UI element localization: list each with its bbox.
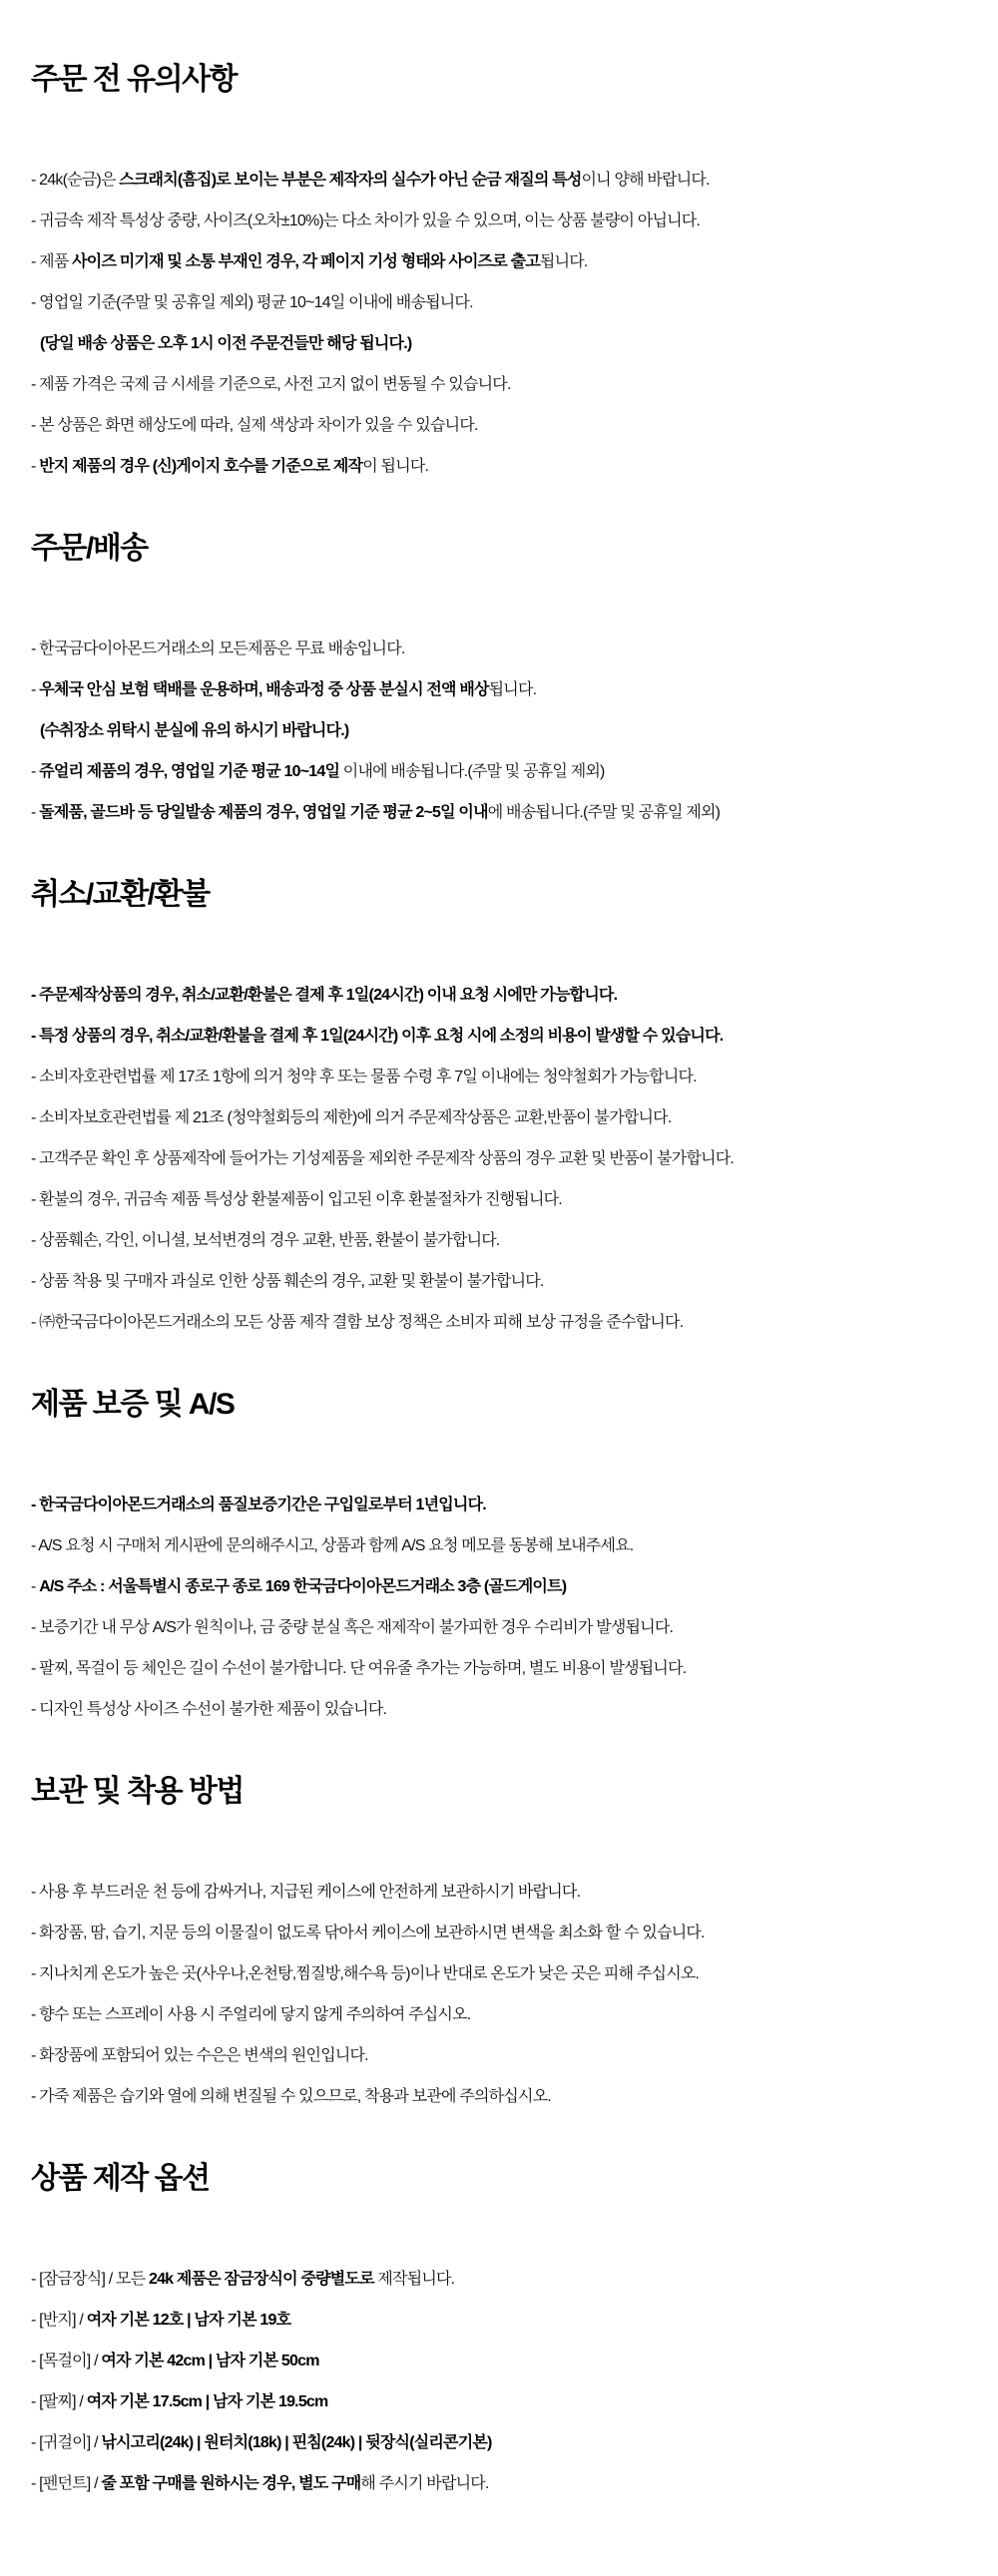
notice-text: - [목걸이] / [31,2353,102,2369]
section-title: 제품 보증 및 A/S [31,1388,235,1421]
notice-text: 제작됩니다. [373,2271,455,2288]
notice-text: 이 됩니다. [362,458,429,475]
notice-text: - 한국금다이아몬드거래소의 모든제품은 무료 배송입니다. [31,641,405,657]
notice-line [31,975,968,1016]
notice-text: - [잠금장식] / 모든 [31,2271,149,2288]
notice-line [31,2300,968,2341]
notice-text-bold: 돌제품, 골드바 등 당일발송 제품의 경우, 영업일 기준 평균 2~5일 이내 [39,804,488,821]
notice-line [31,446,968,487]
notice-text: - [귀걸이] / [31,2434,102,2451]
notice-line [31,1566,968,1607]
notice-text: - [31,458,40,475]
notice-text-bold: 여자 기본 12호 | 남자 기본 19호 [86,2312,291,2329]
notice-line [31,1607,968,1648]
section-title: 보관 및 착용 방법 [31,1775,244,1808]
notice-text: - 고객주문 확인 후 상품제작에 들어가는 기성제품을 제외한 주문제작 상품의 경우 교환 및 반품이 불가합니다. [31,1150,735,1167]
section-title: 상품 제작 옵션 [31,2162,210,2195]
notice-line [31,2341,968,2381]
section-cancel-exchange-refund [31,875,968,1343]
section-product-options [31,2159,968,2504]
notice-line [31,323,968,364]
notice-text: 해 주시기 바랍니다. [360,2475,489,2492]
notice-line [31,1016,968,1057]
notice-text: - 디자인 특성상 사이즈 수선이 불가한 제품이 있습니다. [31,1701,387,1718]
notice-text-bold: 쥬얼리 제품의 경우, 영업일 기준 평균 10~14일 [39,763,340,780]
notice-line [31,1097,968,1138]
notice-line [31,1057,968,1097]
notice-text-bold: A/S 주소 : 서울특별시 종로구 종로 169 한국금다이아몬드거래소 3층 (골드게이트) [39,1578,567,1595]
notice-line [31,1485,968,1525]
notice-line [31,2463,968,2504]
notice-text: - 귀금속 제작 특성상 중량, 사이즈(오차±10%)는 다소 차이가 있을 수 있으며, 이는 상품 불량이 아닙니다. [31,213,701,229]
section-order-shipping [31,529,968,833]
notice-text: - 제품 [31,253,73,270]
notice-text: - 팔찌, 목걸이 등 체인은 길이 수선이 불가합니다. 단 여유줄 추가는 가능하며, 별도 비용이 발생됩니다. [31,1660,687,1677]
notice-text-bold: 사이즈 미기재 및 소통 부재인 경우, 각 페이지 기성 형태와 사이즈로 출고 [72,253,540,270]
notice-text: 이내에 배송됩니다.(주말 및 공휴일 제외) [339,763,605,780]
notice-line [31,1872,968,1913]
section-title: 주문 전 유의사항 [31,63,238,96]
notice-text: - 화장품, 땀, 습기, 지문 등의 이물질이 없도록 닦아서 케이스에 보관하시면 변색을 최소화 할 수 있습니다. [31,1925,705,1941]
notice-line [31,241,968,282]
notice-line [31,1302,968,1343]
section-storage-wearing [31,1772,968,2117]
notice-text-bold: 우체국 안심 보험 택배를 운용하며, 배송과정 중 상품 분실시 전액 배상 [39,681,489,698]
notice-text-bold: - 특정 상품의 경우, 취소/교환/환불을 결제 후 1일(24시간) 이후 요청 시에 소정의 비용이 발생할 수 있습니다. [31,1028,724,1045]
notice-line [31,629,968,669]
notice-line [31,282,968,323]
notice-text: 에 배송됩니다.(주말 및 공휴일 제외) [487,804,721,821]
notice-line [31,1648,968,1689]
notice-line [31,1261,968,1302]
notice-text-bold: (수취장소 위탁시 분실에 유의 하시기 바랍니다.) [40,722,349,739]
notice-text: - 보증기간 내 무상 A/S가 원칙이나, 금 중량 분실 혹은 재제작이 불가피한 경우 수리비가 발생됩니다. [31,1619,674,1636]
notice-text-bold: 여자 기본 42cm | 남자 기본 50cm [101,2353,319,2369]
notice-text: - A/S 요청 시 구매처 게시판에 문의해주시고, 상품과 함께 A/S 요청 메모를 동봉해 보내주세요. [31,1537,634,1554]
notice-text: - 본 상품은 화면 해상도에 따라, 실제 색상과 차이가 있을 수 있습니다. [31,417,478,434]
notice-text-bold: (당일 배송 상품은 오후 1시 이전 주문건들만 해당 됩니다.) [40,335,412,352]
notice-line [31,160,968,201]
notice-text: - [펜던트] / [31,2475,102,2492]
notice-text: - [31,681,40,698]
notice-text: 이니 양해 바랍니다. [581,172,710,189]
notice-line [31,2035,968,2076]
notice-line [31,405,968,446]
notice-line [31,2422,968,2463]
notice-line [31,1994,968,2035]
notice-text: - 소비자보호관련법률 제 21조 (청약철회등의 제한)에 의거 주문제작상품은 교환,반품이 불가합니다. [31,1109,672,1126]
notice-text: - 영업일 기준(주말 및 공휴일 제외) 평균 10~14일 이내에 배송됩니다. [31,294,473,311]
notice-text: - [반지] / [31,2312,87,2329]
notice-text: 됩니다. [488,681,537,698]
notice-text-bold: - 한국금다이아몬드거래소의 품질보증기간은 구입일로부터 1년입니다. [31,1497,486,1513]
notice-text: - [31,1578,40,1595]
notice-text-bold: 스크래치(흠집)로 보이는 부분은 제작자의 실수가 아닌 순금 재질의 특성 [119,172,582,189]
notice-text-bold: 24k 제품은 잠금장식이 중량별도로 [148,2271,374,2288]
notice-text: - [31,763,40,780]
notice-line [31,2076,968,2117]
notice-text: - 상품훼손, 각인, 이니셜, 보석변경의 경우 교환, 반품, 환불이 불가합니다. [31,1232,500,1249]
notice-line [31,1689,968,1730]
notice-text: - 사용 후 부드러운 천 등에 감싸거나, 지급된 케이스에 안전하게 보관하시기 바랍니다. [31,1884,581,1901]
section-warranty-as [31,1385,968,1730]
notice-text-bold: 여자 기본 17.5cm | 남자 기본 19.5cm [86,2393,328,2410]
notice-text-bold: 반지 제품의 경우 (신)게이지 호수를 기준으로 제작 [39,458,363,475]
notice-line [31,1138,968,1179]
notice-text: - ㈜한국금다이아몬드거래소의 모든 상품 제작 결함 보상 정책은 소비자 피해 보상 규정을 준수합니다. [31,1314,684,1331]
notice-text: - 환불의 경우, 귀금속 제품 특성상 환불제품이 입고된 이후 환불절차가 진행됩니다. [31,1191,562,1208]
notice-line [31,364,968,405]
notice-line [31,1953,968,1994]
notice-line [31,2259,968,2300]
notice-line [31,751,968,792]
notice-text-bold: 낚시고리(24k) | 원터치(18k) | 핀침(24k) | 뒷장식(실리콘기본) [101,2434,492,2451]
notice-text: - 소비자호관련법률 제 17조 1항에 의거 청약 후 또는 물품 수령 후 7일 이내에는 청약철회가 가능합니다. [31,1069,697,1085]
notice-line [31,2381,968,2422]
notice-line [31,710,968,751]
notice-line [31,1179,968,1220]
notice-line [31,1220,968,1261]
notice-text: - 지나치게 온도가 높은 곳(사우나,온천탕,찜질방,해수욕 등)이나 반대로 온도가 낮은 곳은 피해 주십시오. [31,1965,700,1982]
section-title: 취소/교환/환불 [31,878,210,911]
notice-line [31,201,968,241]
notice-text: - [팔찌] / [31,2393,87,2410]
notice-text: - 가죽 제품은 습기와 열에 의해 변질될 수 있으므로, 착용과 보관에 주의하십시오. [31,2088,551,2105]
notice-text: - 화장품에 포함되어 있는 수은은 변색의 원인입니다. [31,2047,368,2064]
notice-line [31,669,968,710]
notice-line [31,1913,968,1953]
notice-text-bold: 줄 포함 구매를 원하시는 경우, 별도 구매 [101,2475,361,2492]
notice-text: - 제품 가격은 국제 금 시세를 기준으로, 사전 고지 없이 변동될 수 있습니다. [31,376,511,393]
section-title: 주문/배송 [31,532,148,565]
notice-line [31,1525,968,1566]
section-pre-order-notes [31,60,968,487]
notice-text-bold: - 주문제작상품의 경우, 취소/교환/환불은 결제 후 1일(24시간) 이내 요청 시에만 가능합니다. [31,987,618,1004]
notice-text: - [31,804,40,821]
notice-text: - 향수 또는 스프레이 사용 시 주얼리에 닿지 않게 주의하여 주십시오. [31,2006,471,2023]
notice-text: - 24k(순금)은 [31,172,120,189]
notice-text: - 상품 착용 및 구매자 과실로 인한 상품 훼손의 경우, 교환 및 환불이 불가합니다. [31,1273,544,1290]
notice-line [31,792,968,833]
notice-text: 됩니다. [539,253,588,270]
